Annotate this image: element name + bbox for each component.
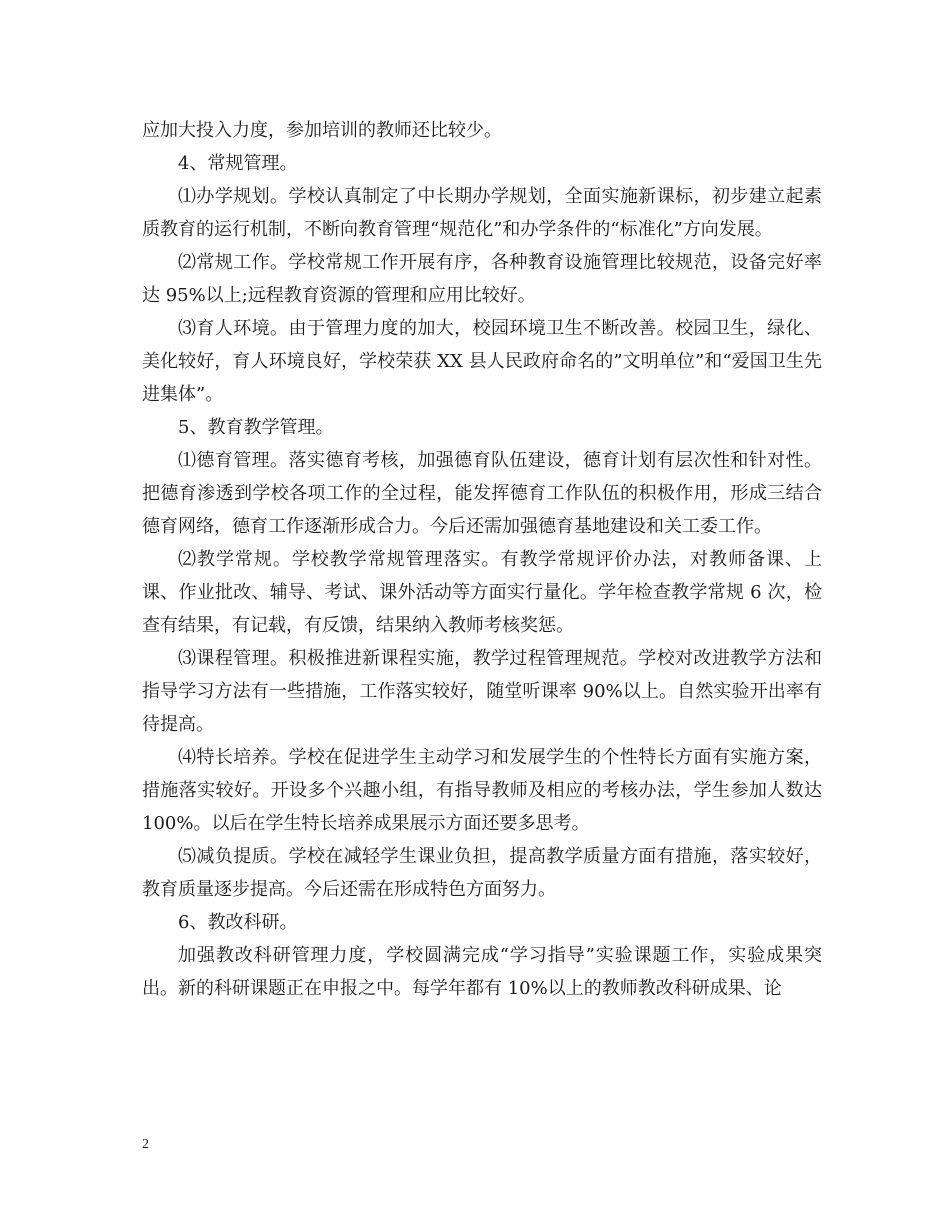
page-number: 2 bbox=[142, 1137, 149, 1152]
paragraph-teaching-routine: ⑵教学常规。学校教学常规管理落实。有教学常规评价办法，对教师备课、上课、作业批改、辅导、考试、课外活动等方面实行量化。学年检查教学常规 6 次，检查有结果，有记载，有反馈，结果纳入教师考核奖惩。 bbox=[142, 549, 822, 636]
paragraph-school-planning: ⑴办学规划。学校认真制定了中长期办学规划，全面实施新课标，初步建立起素质教育的运行机制，不断向教育管理“规范化”和办学条件的“标准化”方向发展。 bbox=[142, 186, 822, 240]
section-heading-teaching-management: 5、教育教学管理。 bbox=[178, 417, 334, 438]
section-heading-teaching-research: 6、教改科研。 bbox=[178, 912, 298, 933]
paragraph-continuation: 应加大投入力度，参加培训的教师还比较少。 bbox=[142, 120, 502, 141]
paragraph-burden-reduction: ⑸减负提质。学校在减轻学生课业负担，提高教学质量方面有措施，落实较好，教育质量逐步提高。今后还需在形成特色方面努力。 bbox=[142, 846, 822, 900]
paragraph-research-management: 加强教改科研管理力度，学校圆满完成“学习指导”实验课题工作，实验成果突出。新的科研课题正在申报之中。每学年都有 10%以上的教师教改科研成果、论 bbox=[142, 945, 822, 999]
paragraph-educational-environment: ⑶育人环境。由于管理力度的加大，校园环境卫生不断改善。校园卫生，绿化、美化较好，育人环境良好，学校荣获 XX 县人民政府命名的”文明单位”和“爱国卫生先进集体”。 bbox=[142, 318, 822, 405]
document-body bbox=[142, 114, 828, 1005]
paragraph-routine-work: ⑵常规工作。学校常规工作开展有序，各种教育设施管理比较规范，设备完好率达 95%以上;远程教育资源的管理和应用比较好。 bbox=[142, 252, 822, 306]
paragraph-moral-education: ⑴德育管理。落实德育考核，加强德育队伍建设，德育计划有层次性和针对性。把德育渗透到学校各项工作的全过程，能发挥德育工作队伍的积极作用，形成三结合德育网络，德育工作逐渐形成合力。今后还需加强德育基地建设和关工委工作。 bbox=[142, 450, 822, 537]
section-heading-routine-management: 4、常规管理。 bbox=[178, 153, 298, 174]
paragraph-curriculum-management: ⑶课程管理。积极推进新课程实施，教学过程管理规范。学校对改进教学方法和指导学习方法有一些措施，工作落实较好，随堂听课率 90%以上。自然实验开出率有待提高。 bbox=[142, 648, 822, 735]
paragraph-talent-cultivation: ⑷特长培养。学校在促进学生主动学习和发展学生的个性特长方面有实施方案，措施落实较好。开设多个兴趣小组，有指导教师及相应的考核办法，学生参加人数达 100%。以后在学生特长培养成果展示方面还要多思考。 bbox=[142, 747, 828, 834]
